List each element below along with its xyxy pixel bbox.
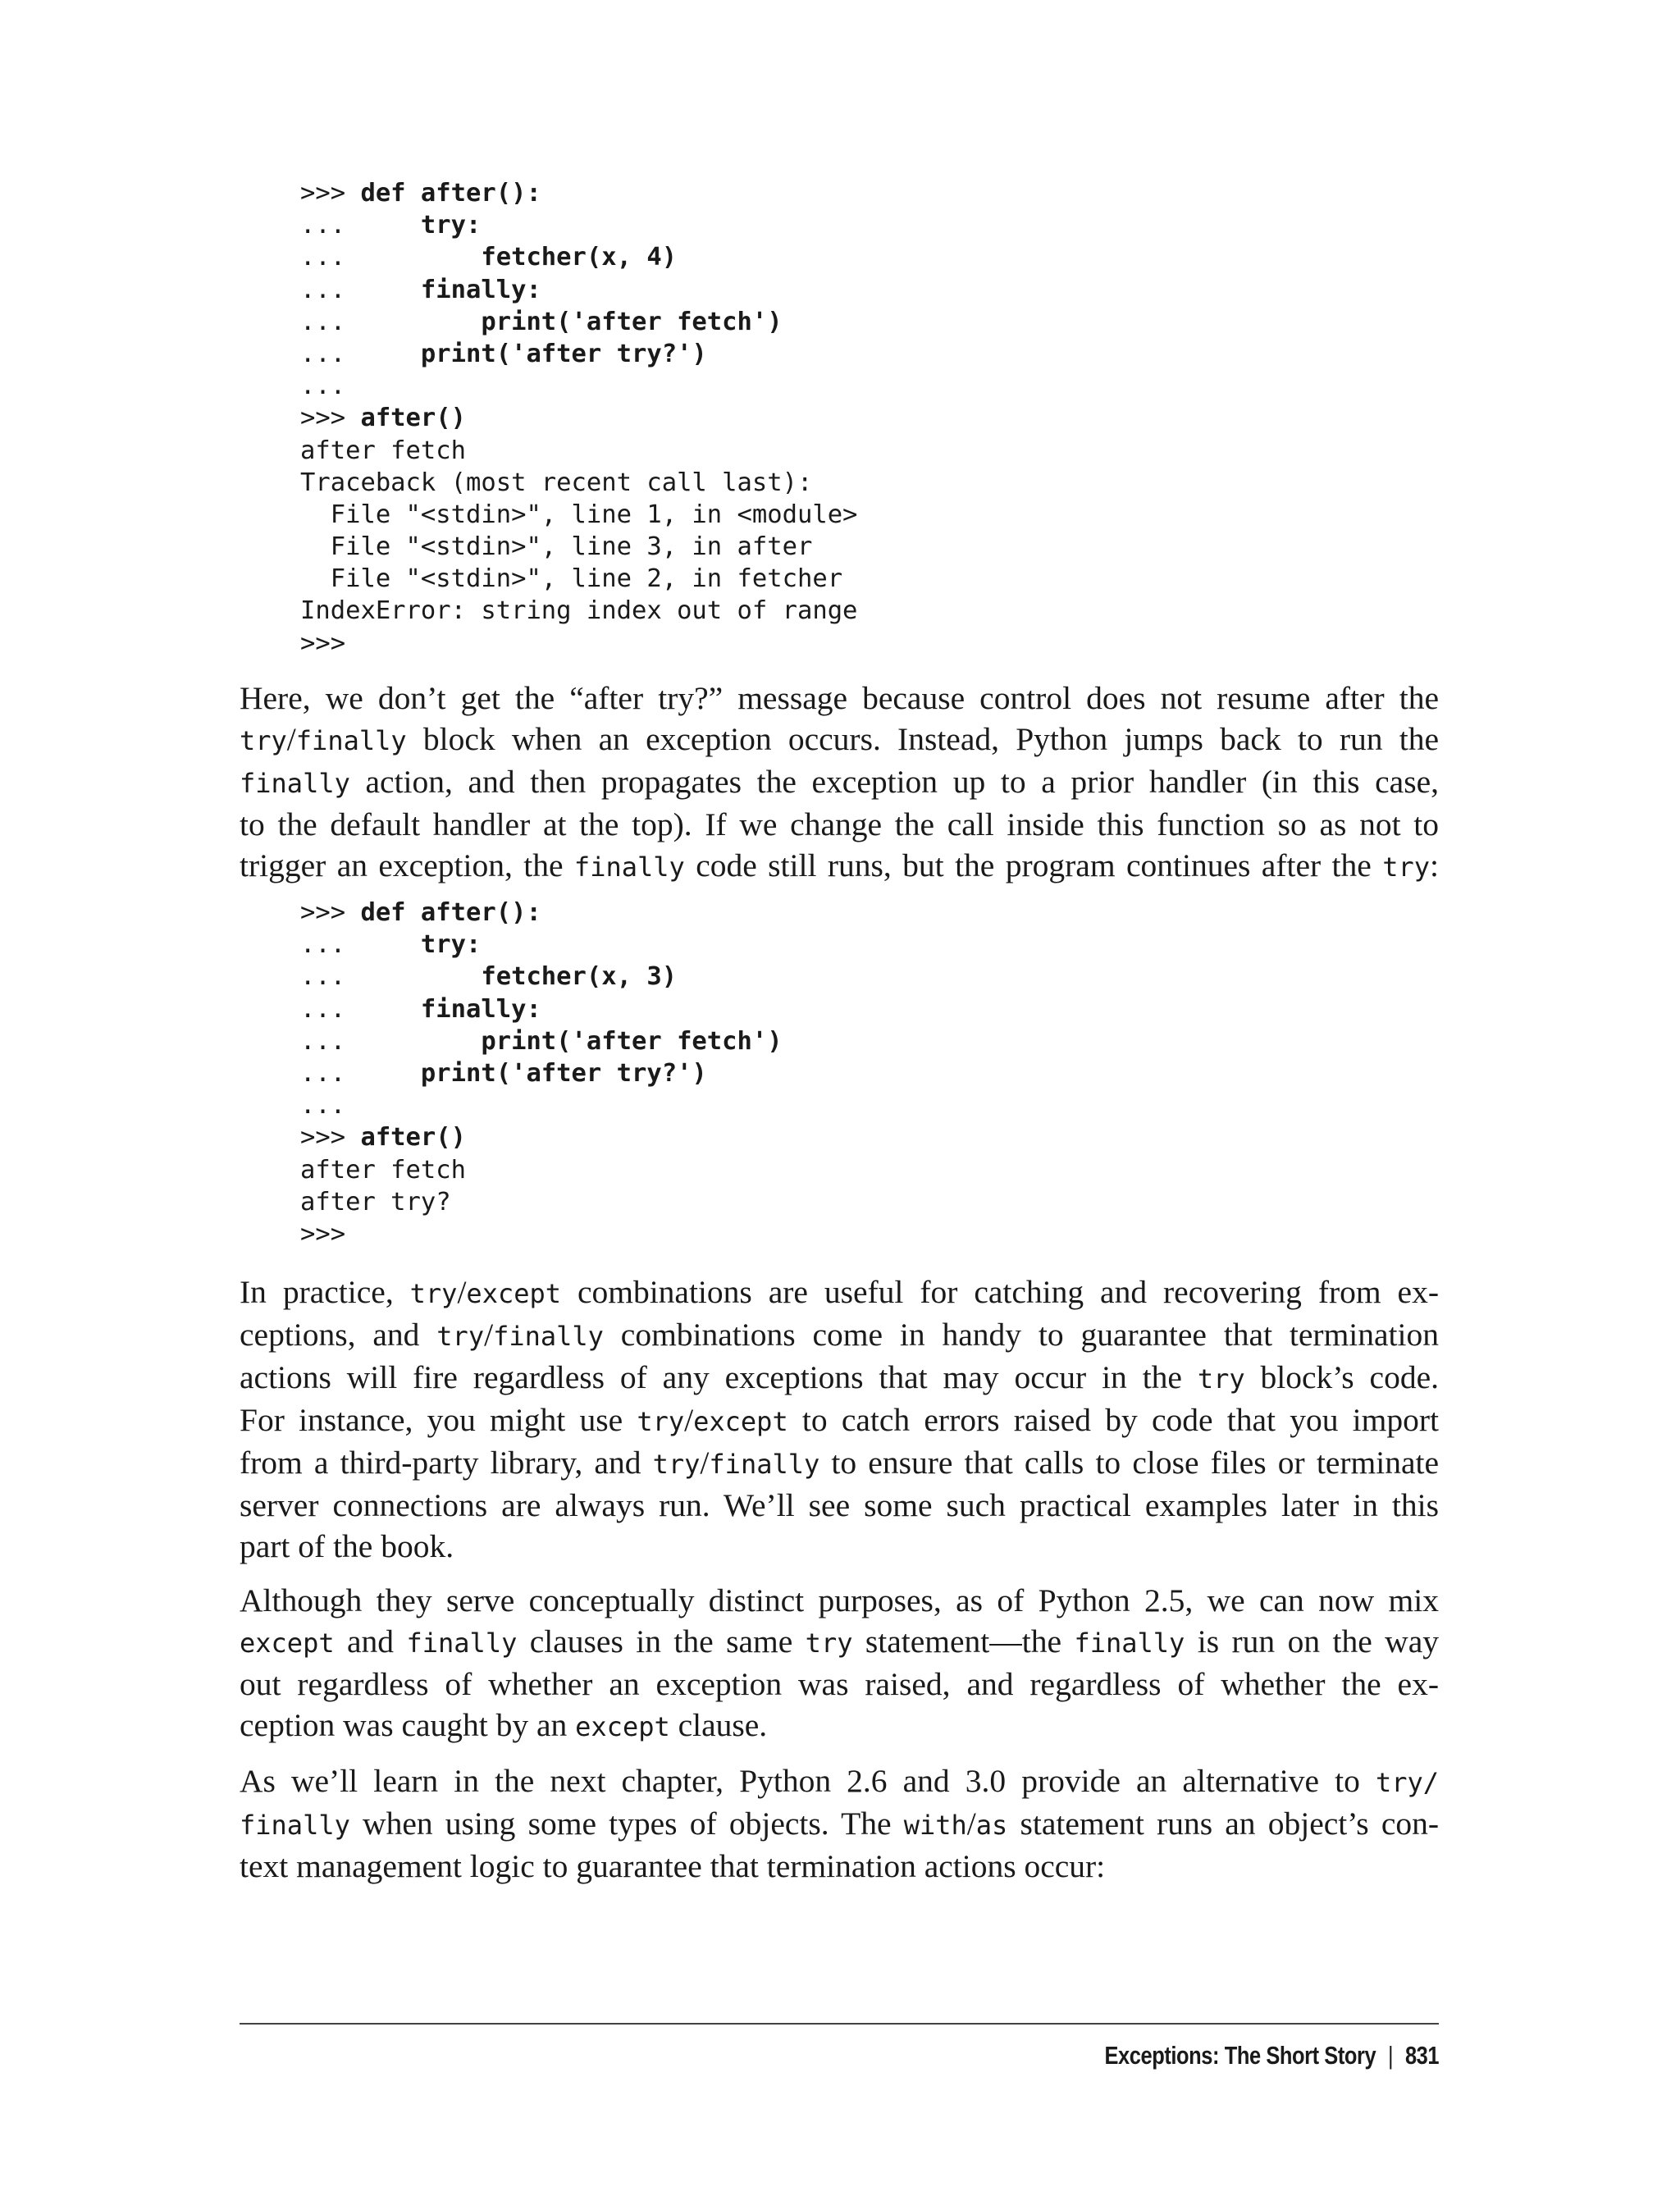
code-line (300, 1186, 783, 1218)
code-block-after-exception (300, 177, 857, 660)
code-line (300, 370, 857, 402)
text-line: As we’ll learn in the next chapter, Python 2.6 and 3.0 provide an alternative to try/ (240, 1763, 1439, 1799)
inline-code: finally (295, 725, 407, 756)
code-block-no-exception (300, 897, 783, 1250)
code-prompt: >>> (300, 628, 346, 658)
code-prompt: >>> (300, 1123, 361, 1153)
code-prompt: File "<stdin>", line 2, in fetcher (300, 564, 843, 594)
inline-code: try (240, 725, 287, 756)
code-prompt: >>> (300, 898, 361, 927)
text-line: from a third-party library, and try/finally to ensure that calls to close files or terminate (240, 1445, 1439, 1481)
text-line: finally action, and then propagates the exception up to a prior handler (in this case, (240, 764, 1439, 800)
paragraph-next-chapter (240, 1760, 1439, 1887)
code-prompt: ... (300, 339, 421, 368)
code-prompt: IndexError: string index out of range (300, 596, 858, 626)
code-input: after() (360, 404, 466, 433)
code-input: try: (420, 930, 482, 960)
code-line (300, 1025, 783, 1057)
text-line: Here, we don’t get the “after try?” message because control does not resume after the (240, 680, 1439, 716)
code-line (300, 1154, 783, 1186)
code-input: print('after fetch') (481, 307, 783, 336)
footer-divider (240, 2023, 1439, 2025)
code-prompt: Traceback (most recent call last): (300, 468, 813, 497)
code-prompt: ... (300, 275, 421, 304)
code-line (300, 338, 857, 370)
text-line: text management logic to guarantee that termination actions occur: (240, 1848, 1106, 1884)
paragraph-in-practice (240, 1271, 1439, 1567)
code-line (300, 563, 857, 595)
code-prompt: ... (300, 372, 346, 401)
code-prompt: after fetch (300, 436, 466, 465)
code-input: print('after try?') (420, 1058, 707, 1088)
text-line: ception was caught by an except clause. (240, 1707, 768, 1743)
code-prompt: after try? (300, 1187, 451, 1217)
text-line: trigger an exception, the finally code still runs, but the program continues after the try: (240, 847, 1440, 883)
code-prompt: >>> (300, 179, 361, 208)
text-line: part of the book. (240, 1528, 454, 1564)
paragraph-although (240, 1580, 1439, 1747)
code-prompt: ... (300, 211, 421, 240)
text-line: Although they serve conceptually distinct purposes, as of Python 2.5, we can now mix (240, 1582, 1439, 1618)
code-line (300, 595, 857, 627)
text-line: ceptions, and try/finally combinations come in handy to guarantee that termination (240, 1317, 1440, 1353)
code-line (300, 209, 857, 241)
code-input: def after(): (360, 179, 541, 208)
code-line (300, 961, 783, 993)
code-prompt: ... (300, 994, 421, 1024)
code-input: fetcher(x, 4) (481, 243, 678, 272)
code-prompt: ... (300, 1026, 482, 1056)
text-line: finally when using some types of objects. The with/as statement runs an object’s con- (240, 1806, 1439, 1842)
code-input: def after(): (360, 898, 541, 927)
inline-code: try (1382, 851, 1431, 883)
code-prompt: File "<stdin>", line 3, in after (300, 532, 813, 562)
text-line: In practice, try/except combinations are useful for catching and recovering from ex- (240, 1274, 1439, 1310)
code-line (300, 993, 783, 1025)
code-line (300, 241, 857, 273)
inline-code: finally (573, 851, 685, 883)
text-line: to the default handler at the top). If we change the call inside this function so as not to (240, 806, 1439, 842)
code-input: print('after fetch') (481, 1026, 783, 1056)
text-line: server connections are always run. We’ll see some such practical examples later in this (240, 1487, 1439, 1523)
chapter-title: Exceptions: The Short Story (1104, 2041, 1376, 2070)
code-prompt: >>> (300, 404, 361, 433)
page-number: 831 (1404, 2041, 1439, 2070)
code-prompt: after fetch (300, 1155, 466, 1185)
code-input: fetcher(x, 3) (481, 962, 678, 992)
code-input: print('after try?') (420, 339, 707, 368)
code-prompt: >>> (300, 1219, 346, 1249)
code-line (300, 402, 857, 434)
code-prompt: ... (300, 243, 482, 272)
code-prompt: ... (300, 1058, 421, 1088)
footer-separator: | (1387, 2041, 1394, 2070)
paragraph-after-try-explanation (240, 678, 1439, 888)
code-line (300, 1089, 783, 1121)
code-line (300, 1057, 783, 1089)
code-prompt: File "<stdin>", line 1, in <module> (300, 500, 858, 529)
code-prompt: ... (300, 307, 482, 336)
code-prompt: ... (300, 930, 421, 960)
code-prompt: ... (300, 1091, 346, 1121)
code-line (300, 929, 783, 961)
code-line (300, 1121, 783, 1153)
text-line: actions will fire regardless of any exceptions that may occur in the try block’s code. (240, 1359, 1439, 1395)
code-line (300, 628, 857, 660)
text-line: try/finally block when an exception occurs. Instead, Python jumps back to run the (240, 721, 1439, 757)
text-line: For instance, you might use try/except to catch errors raised by code that you import (240, 1402, 1439, 1438)
text-line: except and finally clauses in the same try statement—the finally is run on the way (240, 1623, 1439, 1659)
code-input: finally: (420, 275, 541, 304)
code-line (300, 435, 857, 467)
inline-code: finally (240, 768, 350, 799)
code-line (300, 274, 857, 306)
code-line (300, 531, 857, 563)
code-line (300, 467, 857, 499)
code-line (300, 1218, 783, 1250)
code-line (300, 897, 783, 929)
page-footer (1104, 2041, 1439, 2070)
code-line (300, 306, 857, 338)
code-line (300, 177, 857, 209)
code-prompt: ... (300, 962, 482, 992)
text-line: out regardless of whether an exception was raised, and regardless of whether the ex- (240, 1666, 1439, 1702)
code-input: after() (360, 1123, 466, 1153)
code-line (300, 499, 857, 531)
code-input: finally: (420, 994, 541, 1024)
code-input: try: (420, 211, 482, 240)
